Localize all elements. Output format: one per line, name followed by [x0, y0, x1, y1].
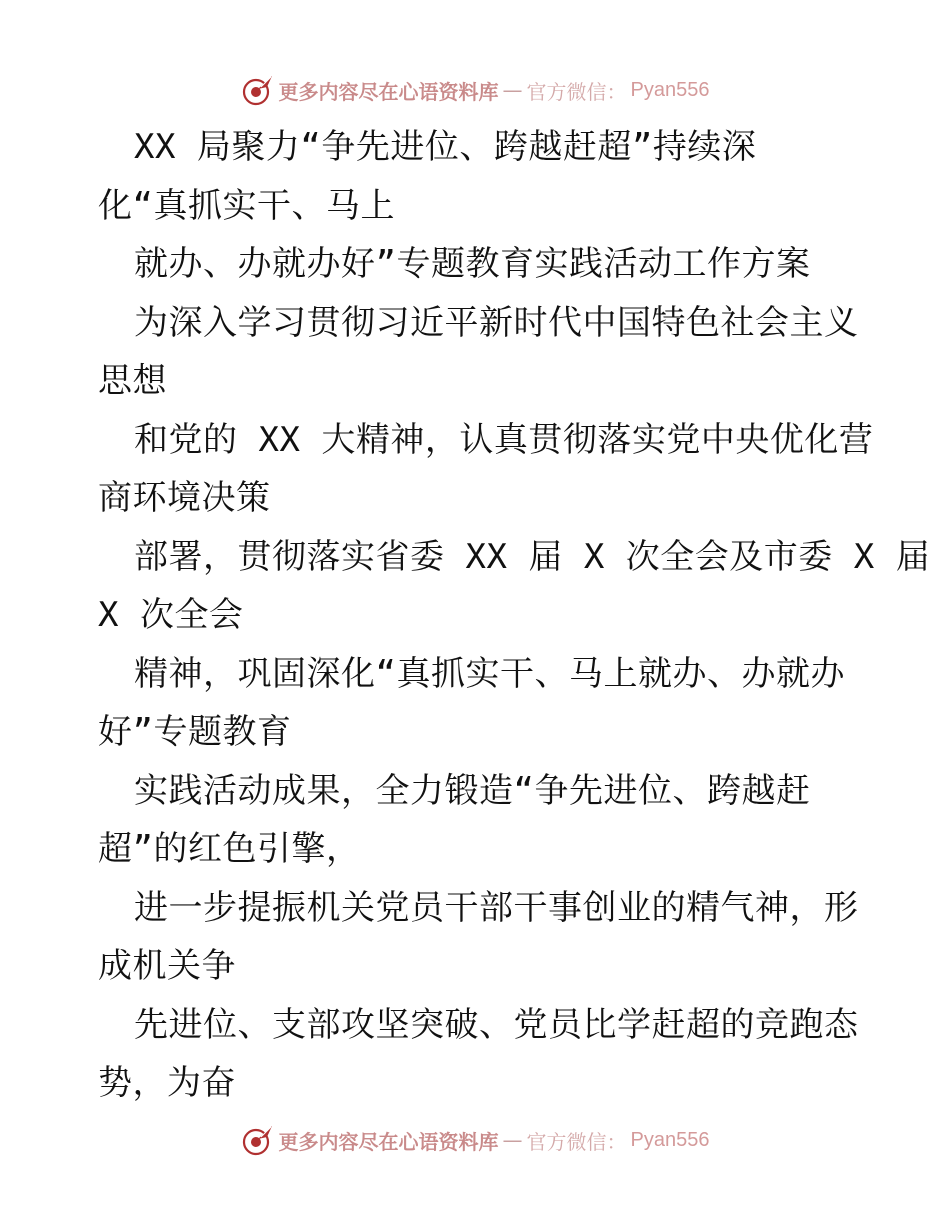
header-watermark — [0, 70, 950, 110]
paragraph-line: X 次全会 — [98, 595, 244, 635]
paragraph-line: 部署，贯彻落实省委 XX 届 X 次全会及市委 X 届 — [134, 536, 931, 577]
paragraph-line: 和党的 XX 大精神，认真贯彻落实党中央优化营 — [134, 419, 874, 460]
watermark-label: 官方微信： — [526, 79, 627, 104]
paragraph-line: 势，为奋 — [98, 1063, 236, 1103]
document-title-line-3: 就办、办就办好”专题教育实践活动工作方案 — [134, 244, 811, 284]
paragraph-line: 进一步提振机关党员干部干事创业的精气神，形 — [134, 887, 859, 928]
footer-watermark — [0, 1120, 950, 1160]
paragraph-line: 成机关争 — [98, 946, 236, 986]
watermark-main-text: 更多内容尽在心语资料库 — [278, 1129, 499, 1154]
quill-logo-icon — [241, 73, 275, 107]
watermark-account: Pyan556 — [630, 78, 710, 101]
paragraph-line: 商环境决策 — [98, 478, 271, 518]
paragraph-line: 实践活动成果，全力锻造“争先进位、跨越赶 — [134, 770, 811, 811]
quill-logo-icon — [241, 1123, 275, 1157]
paragraph-line: 超”的红色引擎， — [98, 829, 361, 869]
paragraph-line: 思想 — [98, 361, 167, 401]
paragraph-line: 为深入学习贯彻习近平新时代中国特色社会主义 — [134, 302, 859, 343]
paragraph-line: 精神，巩固深化“真抓实干、马上就办、办就办 — [134, 653, 845, 694]
document-body — [98, 118, 931, 1113]
document-title-line-1: XX 局聚力“争先进位、跨越赶超”持续深 — [134, 127, 757, 167]
watermark-separator: — — [502, 78, 523, 102]
watermark-separator: — — [502, 1128, 523, 1152]
watermark-main-text: 更多内容尽在心语资料库 — [278, 79, 499, 104]
watermark-label: 官方微信： — [526, 1129, 627, 1154]
watermark-account: Pyan556 — [630, 1128, 710, 1151]
paragraph-line: 先进位、支部攻坚突破、党员比学赶超的竞跑态 — [134, 1004, 859, 1045]
paragraph-line: 好”专题教育 — [98, 712, 292, 752]
document-title-line-2: 化“真抓实干、马上 — [98, 185, 395, 226]
